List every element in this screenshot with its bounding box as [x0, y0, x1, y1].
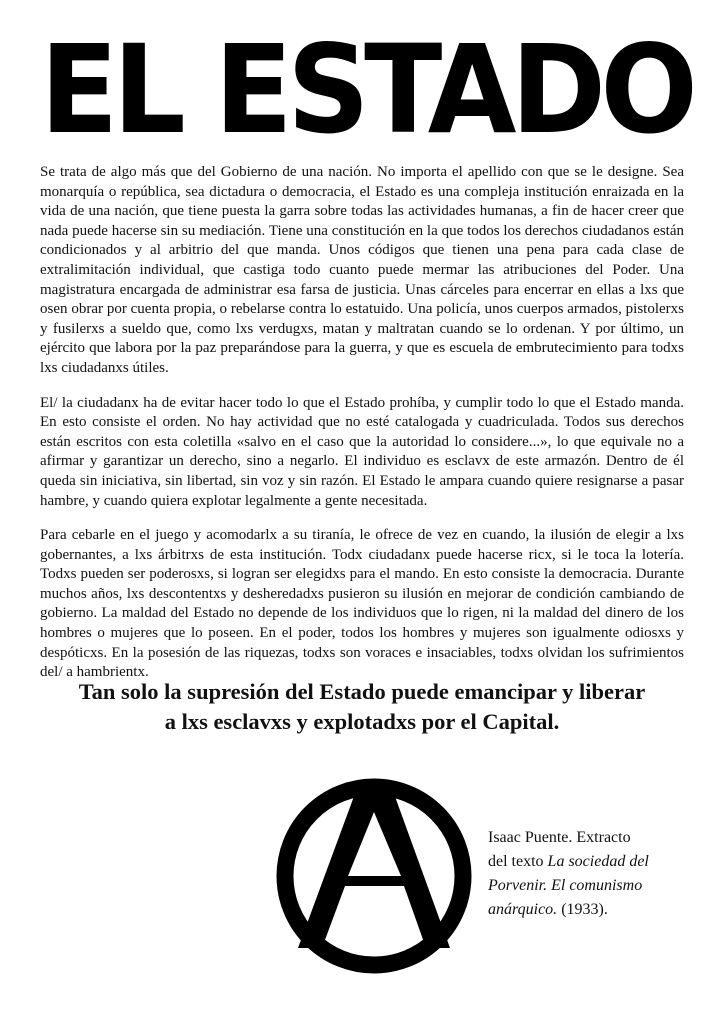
citation-title-year	[488, 898, 688, 922]
article-body	[40, 163, 684, 698]
citation-author: Isaac Puente. Extracto	[488, 829, 631, 846]
paragraph-1: Se trata de algo más que del Gobierno de una nación. No importa el apellido con que se le designe. Sea monarquía o república, sea dictadura o democracia, el Estado es una compleja institución enraizada en la vida de una nación, que tiene puesta la garra sobre todas las actividades humanas, a fin de hacer creer que nada puede hacerse sin su mediación. Tiene una constitución en la que todos los derechos ciudadanos están condicionados y al arbitrio del que manda. Unos códigos que tienen una pena para cada clase de extralimitación individual, que castiga todo cuanto puede mermar las atribuciones del Poder. Una magistratura encargada de administrar esa farsa de justicia. Unas cárceles para encerrar en ellas a lxs que osen obrar por cuenta propia, o rebelarse contra lo estatuido. Una policía, unos cuerpos armados, pistolerxs y fusilerxs a sueldo que, como lxs verdugxs, matan y maltratan cuando se lo ordenan. Y por último, un ejército que labora por la paz preparándose para la guerra, y que es escuela de embrutecimiento para todxs lxs ciudadanxs útiles.	[40, 164, 684, 376]
conclusion-statement	[40, 677, 684, 737]
citation-title-3: anárquico.	[488, 901, 558, 918]
citation	[488, 826, 688, 922]
conclusion-line-2: a lxs esclavxs y explotadxs por el Capital.	[164, 709, 560, 734]
page-title: EL ESTADO	[40, 19, 693, 161]
citation-prefix: del texto	[488, 853, 544, 870]
paragraph-3: Para cebarle en el juego y acomodarlx a su tiranía, le ofrece de vez en cuando, la ilusión de elegir a lxs gobernantes, a lxs árbitrxs de esta institución. Todx ciudadanx puede hacerse ricx, si le toca la lotería. Todxs pueden ser poderosxs, si logran ser elegidxs para el mando. En esto consiste la democracia. Durante muchos años, lxs descontentxs y desheredadxs pusieron su ilusión en mejorar de condición cambiando de gobierno. La maldad del Estado no depende de los individuos que lo rigen, ni la maldad del dinero de los hombres o mujeres que lo poseen. En el poder, todos los hombres y mujeres son igualmente odiosxs y despóticxs. En la posesión de las riquezas, todxs son voraces e insaciables, todxs olvidan los sufrimientos del/ a hambrientx.	[40, 527, 684, 681]
anarchy-circle-a-icon	[276, 778, 472, 974]
paragraph-2: El/ la ciudadanx ha de evitar hacer todo lo que el Estado prohíba, y cumplir todo lo que el Estado manda. En esto consiste el orden. No hay actividad que no esté catalogada y cuadriculada. Todos sus derechos están escritos con esta coletilla «salvo en el caso que la autoridad lo considere...», lo que equivale no a afirmar y garantizar un derecho, sino a negarlo. El individuo es esclavx de este armazón. Dentro de él queda sin iniciativa, sin libertad, sin voz y sin razón. El Estado le ampara cuando quiere resignarse a pasar hambre, y cuando quiera explotar legalmente a gente necesitada.	[40, 394, 684, 509]
citation-title-1: La sociedad del	[547, 853, 649, 870]
citation-year: (1933).	[561, 901, 608, 918]
conclusion-line-1: Tan solo la supresión del Estado puede emancipar y liberar	[78, 679, 646, 704]
citation-title-2: Porvenir. El comunismo	[488, 877, 643, 894]
citation-text-intro	[488, 850, 688, 874]
